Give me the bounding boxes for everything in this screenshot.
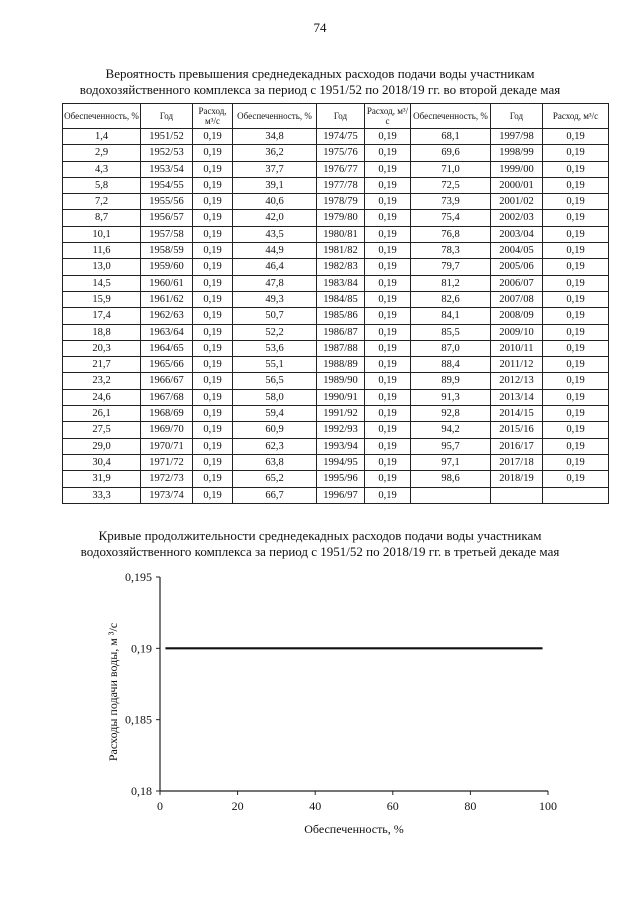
table-cell: 34,8 [233,129,317,145]
table-cell: 84,1 [411,308,491,324]
table-cell: 0,19 [193,454,233,470]
table-header-row [63,104,609,129]
table-row [63,471,609,487]
table-cell: 0,19 [365,422,411,438]
table-cell: 79,7 [411,259,491,275]
duration-chart [0,570,640,850]
table-cell: 0,19 [193,373,233,389]
chart-caption-line2: водохозяйственного комплекса за период с 1951/52 по 2018/19 гг. в третьей декаде мая [80,544,560,559]
table-cell: 81,2 [411,275,491,291]
table-header-cell: Расход, м³/с [365,104,411,129]
table-cell: 0,19 [365,259,411,275]
table-row [63,438,609,454]
table-cell: 17,4 [63,308,141,324]
table-cell: 0,19 [193,324,233,340]
table-cell: 29,0 [63,438,141,454]
table-cell: 1991/92 [317,406,365,422]
table-cell: 1996/97 [317,487,365,503]
table-cell: 5,8 [63,177,141,193]
table-cell: 2,9 [63,145,141,161]
table-cell: 2012/13 [491,373,543,389]
table-row [63,243,609,259]
table-cell: 0,19 [365,291,411,307]
table-cell: 0,19 [543,357,609,373]
table-cell: 0,19 [365,389,411,405]
table-cell: 1961/62 [141,291,193,307]
table-cell: 1989/90 [317,373,365,389]
table-cell: 2013/14 [491,389,543,405]
table-cell: 0,19 [365,194,411,210]
table-cell: 0,19 [543,291,609,307]
table-cell: 1969/70 [141,422,193,438]
table-cell: 98,6 [411,471,491,487]
table-cell: 21,7 [63,357,141,373]
table-cell: 0,19 [365,129,411,145]
table-cell: 1986/87 [317,324,365,340]
table-cell: 1971/72 [141,454,193,470]
table-cell: 87,0 [411,340,491,356]
table-cell: 0,19 [365,161,411,177]
table-cell: 30,4 [63,454,141,470]
table-cell: 69,6 [411,145,491,161]
table-header-cell: Год [141,104,193,129]
table-row [63,291,609,307]
table-cell: 1,4 [63,129,141,145]
table-cell: 63,8 [233,454,317,470]
y-tick-label: 0,19 [131,641,152,656]
table-cell: 0,19 [543,194,609,210]
table-cell: 0,19 [543,373,609,389]
table-row [63,340,609,356]
table-cell: 1983/84 [317,275,365,291]
table-cell: 1959/60 [141,259,193,275]
table-cell: 0,19 [365,210,411,226]
table-cell: 65,2 [233,471,317,487]
table-cell: 1970/71 [141,438,193,454]
table-cell: 1992/93 [317,422,365,438]
table-cell: 1955/56 [141,194,193,210]
table-cell: 1973/74 [141,487,193,503]
table-row [63,210,609,226]
table-cell: 0,19 [543,389,609,405]
table-row [63,389,609,405]
table-header-cell: Обеспеченность, % [411,104,491,129]
table-cell: 1964/65 [141,340,193,356]
table-cell: 46,4 [233,259,317,275]
table-cell: 2011/12 [491,357,543,373]
table-row [63,308,609,324]
table-cell: 36,2 [233,145,317,161]
table-cell: 62,3 [233,438,317,454]
table-header-cell: Обеспеченность, % [233,104,317,129]
table-cell: 43,5 [233,226,317,242]
table-cell: 0,19 [365,454,411,470]
table-cell: 49,3 [233,291,317,307]
table-cell: 1967/68 [141,389,193,405]
table-caption-line1: Вероятность превышения среднедекадных расходов подачи воды участникам [105,66,535,81]
table-cell: 52,2 [233,324,317,340]
table-cell: 89,9 [411,373,491,389]
table-cell: 0,19 [365,373,411,389]
table-row [63,373,609,389]
table-cell: 0,19 [365,406,411,422]
table-cell: 2007/08 [491,291,543,307]
table-cell: 0,19 [193,194,233,210]
table-cell: 39,1 [233,177,317,193]
table-row [63,422,609,438]
table-cell: 56,5 [233,373,317,389]
table-cell: 20,3 [63,340,141,356]
table-header-cell: Год [317,104,365,129]
table-row [63,161,609,177]
table-cell: 0,19 [193,161,233,177]
table-cell: 2006/07 [491,275,543,291]
table-cell: 68,1 [411,129,491,145]
table-cell: 76,8 [411,226,491,242]
x-tick-label: 40 [309,799,322,813]
table-cell: 1979/80 [317,210,365,226]
table-cell: 82,6 [411,291,491,307]
table-cell: 71,0 [411,161,491,177]
table-cell: 0,19 [365,340,411,356]
table-cell [543,487,609,503]
table-cell: 2015/16 [491,422,543,438]
table-cell: 0,19 [365,275,411,291]
table-row [63,454,609,470]
table-cell: 1974/75 [317,129,365,145]
table-cell: 26,1 [63,406,141,422]
table-cell: 0,19 [193,422,233,438]
table-cell: 0,19 [193,259,233,275]
table-cell: 40,6 [233,194,317,210]
table-cell: 1957/58 [141,226,193,242]
table-header-cell: Расход, м³/с [543,104,609,129]
table-cell: 0,19 [193,177,233,193]
table-cell: 37,7 [233,161,317,177]
chart-caption-line1: Кривые продолжительности среднедекадных расходов подачи воды участникам [98,528,542,543]
table-cell: 1965/66 [141,357,193,373]
table-caption-line2: водохозяйственного комплекса за период с 1951/52 по 2018/19 гг. во второй декаде мая [79,82,561,97]
y-tick-label: 0,195 [125,570,152,584]
table-cell: 2001/02 [491,194,543,210]
table-cell: 1993/94 [317,438,365,454]
table-cell: 0,19 [193,129,233,145]
table-row [63,129,609,145]
table-cell: 1978/79 [317,194,365,210]
probability-table [62,103,609,504]
table-cell: 42,0 [233,210,317,226]
table-cell [411,487,491,503]
table-cell: 66,7 [233,487,317,503]
table-cell: 0,19 [543,422,609,438]
table-cell: 1954/55 [141,177,193,193]
table-cell: 27,5 [63,422,141,438]
table-row [63,487,609,503]
table-cell: 1984/85 [317,291,365,307]
table-cell: 94,2 [411,422,491,438]
table-cell: 1963/64 [141,324,193,340]
table-cell: 1956/57 [141,210,193,226]
y-axis-label: Расходы подачи воды, м ³/с [106,622,120,762]
table-cell: 1994/95 [317,454,365,470]
table-cell: 0,19 [193,308,233,324]
table-cell: 1990/91 [317,389,365,405]
table-cell: 58,0 [233,389,317,405]
table-cell: 2016/17 [491,438,543,454]
table-cell: 0,19 [365,357,411,373]
page-number: 74 [313,20,327,35]
table-cell: 0,19 [193,226,233,242]
table-cell: 85,5 [411,324,491,340]
table-cell: 0,19 [543,438,609,454]
x-tick-label: 20 [231,799,244,813]
table-cell: 0,19 [365,177,411,193]
x-axis-label: Обеспеченность, % [304,822,404,836]
table-cell: 2009/10 [491,324,543,340]
table-header-cell: Обеспеченность, % [63,104,141,129]
table-cell: 0,19 [193,406,233,422]
table-cell: 33,3 [63,487,141,503]
table-cell: 0,19 [193,487,233,503]
table-cell: 2000/01 [491,177,543,193]
table-cell: 1995/96 [317,471,365,487]
table-cell: 1966/67 [141,373,193,389]
table-cell: 0,19 [543,324,609,340]
table-body [63,129,609,504]
table-row [63,275,609,291]
table-cell: 31,9 [63,471,141,487]
table-cell: 1981/82 [317,243,365,259]
table-row [63,226,609,242]
table-caption [0,66,640,98]
table-cell: 2005/06 [491,259,543,275]
table-cell: 75,4 [411,210,491,226]
table-cell: 53,6 [233,340,317,356]
chart-caption [0,528,640,560]
table-cell: 60,9 [233,422,317,438]
table-cell: 0,19 [193,275,233,291]
table-cell: 1985/86 [317,308,365,324]
table-cell: 0,19 [365,471,411,487]
table-cell: 0,19 [543,308,609,324]
table-cell: 1962/63 [141,308,193,324]
table-cell: 47,8 [233,275,317,291]
table-cell: 0,19 [193,243,233,259]
table-cell: 4,3 [63,161,141,177]
table-cell: 73,9 [411,194,491,210]
table-cell: 2010/11 [491,340,543,356]
table-row [63,406,609,422]
y-tick-label: 0,18 [131,784,152,798]
table-cell: 1998/99 [491,145,543,161]
table-cell: 0,19 [193,291,233,307]
x-tick-label: 0 [157,799,163,813]
table-cell: 15,9 [63,291,141,307]
table-cell: 92,8 [411,406,491,422]
table-cell: 95,7 [411,438,491,454]
table-cell: 0,19 [543,406,609,422]
table-cell: 0,19 [365,308,411,324]
table-cell: 0,19 [193,471,233,487]
table-cell: 59,4 [233,406,317,422]
table-cell: 2014/15 [491,406,543,422]
table-cell: 2003/04 [491,226,543,242]
table-cell: 1951/52 [141,129,193,145]
table-header-cell: Год [491,104,543,129]
table-cell: 1980/81 [317,226,365,242]
table-cell: 1982/83 [317,259,365,275]
table-cell: 0,19 [365,145,411,161]
table-cell: 0,19 [543,340,609,356]
y-tick-label: 0,185 [125,712,152,727]
table-cell: 0,19 [365,487,411,503]
table-cell: 0,19 [193,389,233,405]
table-cell: 1958/59 [141,243,193,259]
table-cell: 0,19 [193,438,233,454]
table-cell: 2018/19 [491,471,543,487]
table-cell: 0,19 [365,243,411,259]
table-cell: 0,19 [365,438,411,454]
table-cell: 78,3 [411,243,491,259]
x-tick-label: 60 [386,799,399,813]
table-cell: 0,19 [365,324,411,340]
table-cell: 1968/69 [141,406,193,422]
table-cell: 0,19 [543,177,609,193]
table-cell: 2004/05 [491,243,543,259]
table-cell: 0,19 [543,226,609,242]
table-cell: 0,19 [543,129,609,145]
table-cell: 97,1 [411,454,491,470]
table-row [63,194,609,210]
table-cell: 44,9 [233,243,317,259]
table-cell: 0,19 [543,210,609,226]
table-cell: 1952/53 [141,145,193,161]
table-cell: 1977/78 [317,177,365,193]
table-row [63,324,609,340]
table-cell: 24,6 [63,389,141,405]
table-cell: 0,19 [365,226,411,242]
table-cell: 1953/54 [141,161,193,177]
table-cell: 1960/61 [141,275,193,291]
table-cell: 88,4 [411,357,491,373]
table-cell: 0,19 [543,275,609,291]
table-cell: 1988/89 [317,357,365,373]
table-cell: 0,19 [543,454,609,470]
table-cell: 14,5 [63,275,141,291]
table-cell: 55,1 [233,357,317,373]
table-cell: 11,6 [63,243,141,259]
table-cell: 1975/76 [317,145,365,161]
table-row [63,259,609,275]
x-tick-label: 100 [539,799,557,813]
table-cell: 72,5 [411,177,491,193]
table-cell [491,487,543,503]
table-cell: 0,19 [543,259,609,275]
table-cell: 0,19 [543,145,609,161]
table-cell: 7,2 [63,194,141,210]
table-cell: 0,19 [543,243,609,259]
table-cell: 0,19 [193,145,233,161]
table-cell: 23,2 [63,373,141,389]
table-cell: 91,3 [411,389,491,405]
table-cell: 13,0 [63,259,141,275]
table-cell: 1972/73 [141,471,193,487]
table-cell: 0,19 [543,471,609,487]
table-cell: 0,19 [193,357,233,373]
table-row [63,177,609,193]
table-cell: 2017/18 [491,454,543,470]
table-cell: 0,19 [193,210,233,226]
table-cell: 1976/77 [317,161,365,177]
table-cell: 0,19 [193,340,233,356]
table-row [63,145,609,161]
table-cell: 0,19 [543,161,609,177]
table-cell: 50,7 [233,308,317,324]
table-cell: 2002/03 [491,210,543,226]
table-row [63,357,609,373]
table-cell: 10,1 [63,226,141,242]
table-cell: 18,8 [63,324,141,340]
table-cell: 1999/00 [491,161,543,177]
table-cell: 2008/09 [491,308,543,324]
table-header-cell: Расход, м³/с [193,104,233,129]
table-cell: 1997/98 [491,129,543,145]
table-cell: 1987/88 [317,340,365,356]
table-cell: 8,7 [63,210,141,226]
x-tick-label: 80 [464,799,477,813]
